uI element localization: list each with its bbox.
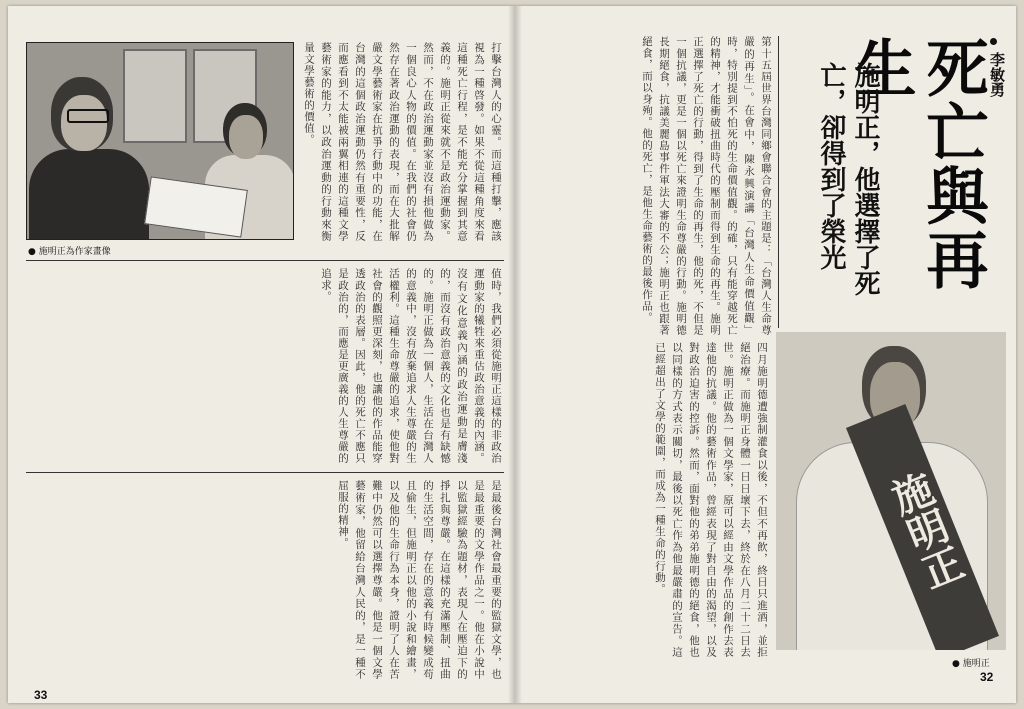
campaign-photo xyxy=(776,332,1006,650)
article-author: 李敏勇 xyxy=(988,52,1006,97)
page-number-left: 33 xyxy=(34,688,48,702)
page-number-right: 32 xyxy=(980,670,994,684)
article-subtitle: 施明正，他選擇了死亡，卻得到了榮光 xyxy=(816,62,880,296)
article-title: 死亡與再生 xyxy=(844,36,989,292)
author-bullet xyxy=(990,38,997,45)
campaign-sash: 施明正 xyxy=(846,404,999,650)
column-rule xyxy=(778,36,779,328)
left-page xyxy=(8,6,514,703)
body-text-block-1: 打擊台灣人的心靈。而這種打擊，應該視為一種啓發。如果不從這種角度來看這種死亡行程，是不能充分掌握到其意義的。施明正從來就不是政治運動家。然而，不在政治運動家並沒有損他做為一個良心人物的價值。在我們的社會仍然存在著政治運動的表現，而在大批解嚴文學藝術家在抗爭行動中的功能，在台灣的這個政治運動仍然有重要性，反而應看到不太能被兩翼相連的這種文學藝術家的能力，以政治運動的行動來衡量文學藝術的價值。 xyxy=(303,42,502,242)
window-shape xyxy=(123,49,187,143)
glasses-shape xyxy=(67,109,109,123)
section-divider xyxy=(26,260,504,261)
magazine-spread xyxy=(8,6,1016,703)
body-text-block-3: 是最後台灣社會最重要的監獄文學，也是最重要的文學作品之一。他在小說中以監獄經驗為題材，表現人在壓迫下的掙扎與尊嚴。在這樣的充滿壓制、扭曲的生活空間，存在的意義有時候變成苟且偷生，但施明正以他的小說和繪畫，以及他的生命行為本身，證明了人在苦難中仍然可以選擇尊嚴。他是一個文學藝術家，他留給台灣人民的，是一種不屈服的精神。 xyxy=(337,480,502,680)
figure-shape xyxy=(29,149,149,240)
section-divider xyxy=(26,472,504,473)
figure-shape xyxy=(61,95,107,151)
right-page xyxy=(514,6,1016,703)
right-photo-caption: ● 施明正 xyxy=(952,659,990,669)
figure-shape xyxy=(229,115,263,159)
right-photo-caption-text: 施明正 xyxy=(962,659,990,669)
left-photo-caption: ● 施明正為作家畫像 xyxy=(28,247,111,257)
portrait-photo xyxy=(26,42,294,240)
left-photo-caption-text: 施明正為作家畫像 xyxy=(38,247,111,257)
body-text-block-2: 值時，我們必須從施明正這樣的非政治運動家的犧牲來重估政治意義的內涵。沒有文化意義內涵的政治運動是膚淺的，而沒有政治意義的文化也是有缺憾的。施明正做為一個人，生活在台灣人的意義中，沒有放棄追求人生尊嚴的生活權利。這種生命尊嚴的追求，使他對社會的觀照更深刻，也讓他的作品能穿透政治的表層。因此，他的死亡不應只是政治的，而應是更廣義的人生尊嚴的追求。 xyxy=(320,268,502,464)
body-text-block-5: 四月施明德遭強制灌食以後，不但不再飲，終日只進酒，並拒絕治療。而施明正身體一日日壞下去，終於在八月二十二日去世。施明正做為一個文學家，原可以經由文學作品的創作去表達他的抗議。他的藝術作品，曾經表現了對自由的渴望，以及對政治迫害的控訴。然而，面對他的弟弟施明德的絕食，他也以同樣的方式表示關切，最後以死亡作為他最嚴肅的宣告。這已經超出了文學的範圍，而成為一種生命的行動。 xyxy=(654,342,768,658)
body-text-block-4: 第十五屆世界台灣同鄉會聯合會的主題是：「台灣人生命尊嚴的再生」。在會中，陳永興演講「台灣人生命價值觀」時，特別提到不怕死的生命價值觀。的確，只有能穿越死亡的精神，才能衝破扭曲時代的壓制而得到生命的再生。施明正選擇了死亡的行動，得到了生命的再生，他的死，不但是一個抗議，更是一個以死亡來證明生命尊嚴的行動。施明德長期絕食，抗議美麗島事件軍法大審的不公；施明正也跟著絕食，而以身殉。他的死亡，是他生命藝術的最後作品。 xyxy=(641,36,772,336)
